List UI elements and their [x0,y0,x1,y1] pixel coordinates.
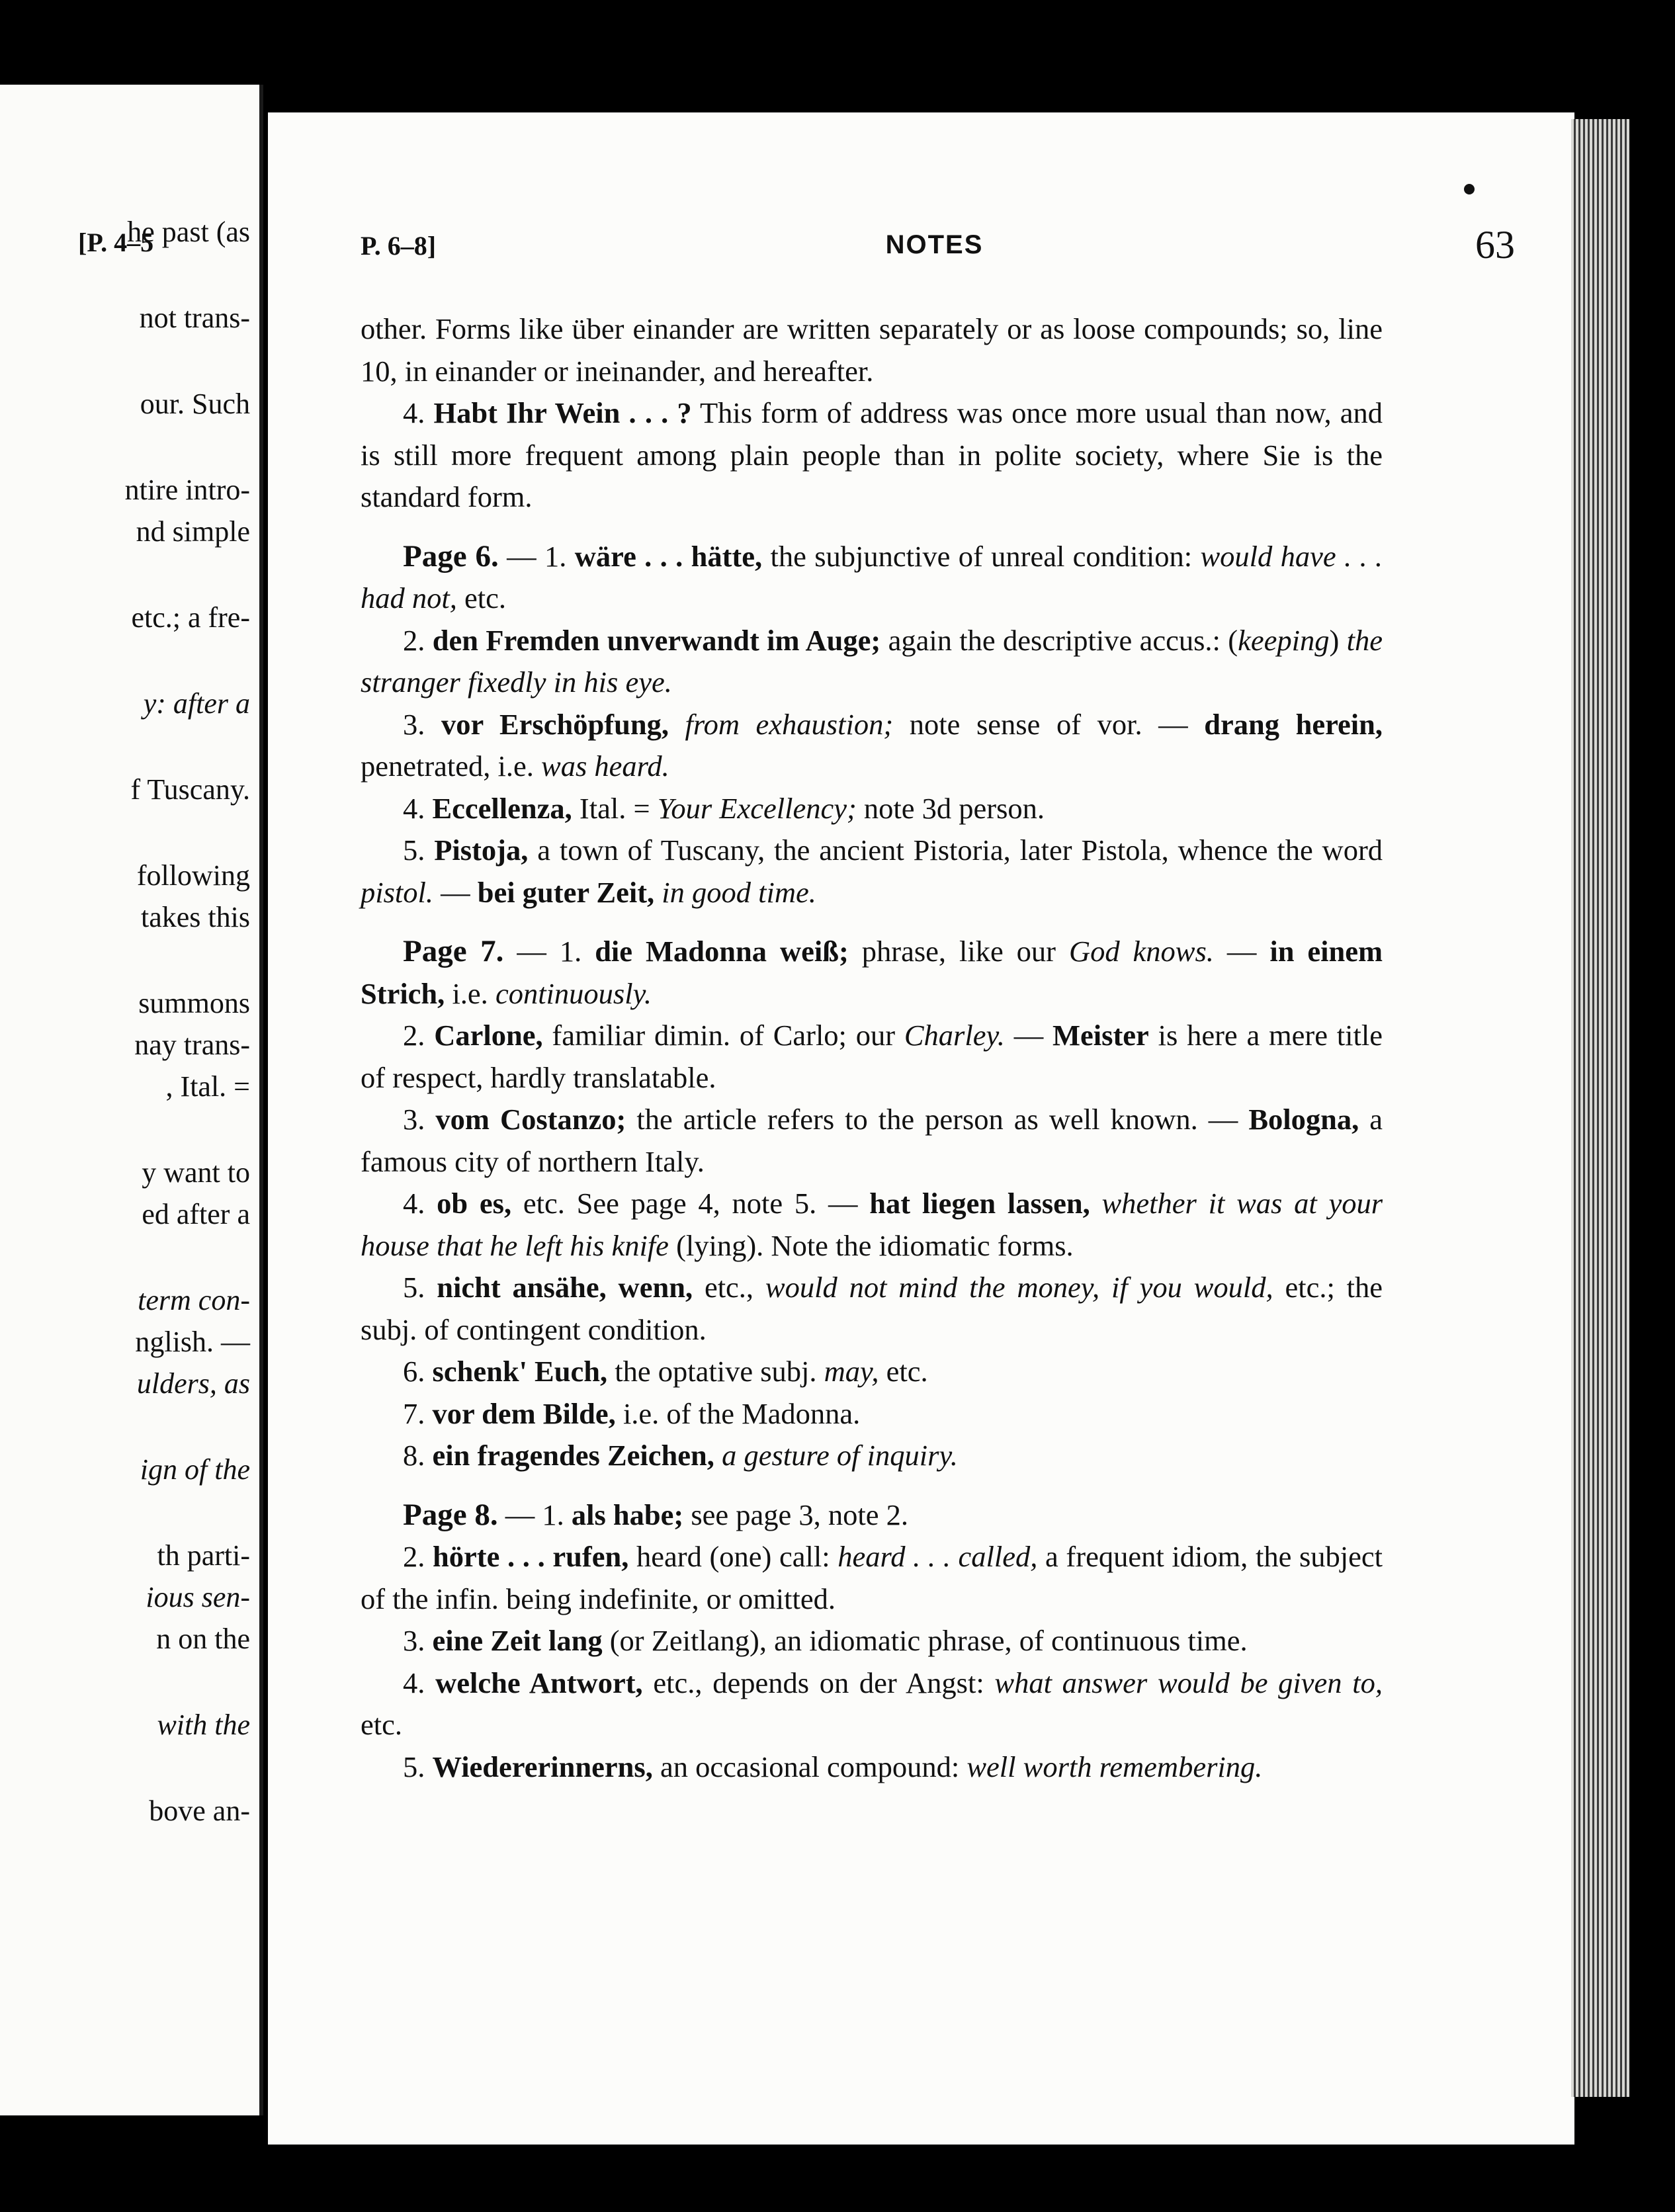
note: 2. den Fremden unverwandt im Auge; again the descriptive accus.: (keeping) the stranger fixedly in his eye. [361,623,1383,699]
left-page-header: [P. 4–5 [78,228,154,257]
left-page-line: y want to [142,1156,250,1189]
note: Page 7. — 1. die Madonna weiß; phrase, like our God knows. — in einem Strich, i.e. continuously. [361,934,1383,1010]
note: 5. Pistoja, a town of Tuscany, the ancient Pistoria, later Pistola, whence the word pistol. — bei guter Zeit, in good time. [361,833,1383,909]
left-page-line: ntire intro- [124,474,250,506]
left-page-line: y: after a [143,687,250,720]
note: Page 6. — 1. wäre . . . hätte, the subjunctive of unreal condition: would have . . . had not, etc. [361,538,1383,615]
paragraph: other. Forms like über einander are written separately or as loose compounds; so, line 10, in einander or ineinander, and hereafter. [361,312,1383,388]
left-page-line: ign of the [140,1453,250,1486]
note: 4. Habt Ihr Wein . . . ? This form of address was once more usual than now, and is still more frequent among plain people than in polite society, where Sie is the standard form. [361,396,1383,513]
note: 2. Carlone, familiar dimin. of Carlo; our Charley. — Meister is here a mere title of respect, hardly translatable. [361,1019,1383,1094]
note: 4. Eccellenza, Ital. = Your Excellency; note 3d person. [403,791,1045,825]
left-page-line: nglish. — [135,1326,250,1358]
note: 3. vor Erschöpfung, from exhaustion; note sense of vor. — drang herein, penetrated, i.e. was heard. [361,707,1383,783]
left-page-line: n on the [156,1623,250,1655]
note: 6. schenk' Euch, the optative subj. may, etc. [403,1355,928,1388]
left-page-line: nay trans- [134,1029,250,1061]
left-page-line: term con- [138,1284,250,1316]
page-heading: Page 8. [403,1497,498,1532]
left-page-line: f Tuscany. [130,773,250,806]
left-page-line: with the [157,1709,250,1741]
left-page-line: th parti- [157,1539,250,1572]
left-page-line: ed after a [142,1198,250,1230]
left-page-line: nd simple [136,515,250,548]
page-heading: Page 6. [403,538,499,574]
note: 4. ob es, etc. See page 4, note 5. — hat liegen lassen, whether it was at your house that he left his knife (lying). Note the idiomatic forms. [361,1187,1383,1262]
header-page-range: P. 6–8] [361,231,437,261]
page-edges [1571,119,1629,2097]
note: 3. eine Zeit lang (or Zeitlang), an idiomatic phrase, of continuous time. [403,1624,1248,1657]
left-page-line: he past (as [127,216,250,248]
left-page-line: ulders, as [136,1367,250,1400]
left-page-line: not trans- [139,302,250,334]
left-page-line: etc.; a fre- [131,601,250,634]
left-page-line: takes this [141,901,250,933]
left-page-line: , Ital. = [165,1070,250,1103]
notes-body [361,308,1383,1788]
note: 7. vor dem Bilde, i.e. of the Madonna. [403,1396,861,1430]
note: 5. nicht ansähe, wenn, etc., would not mind the money, if you would, etc.; the subj. of contingent condition. [361,1271,1383,1346]
ink-dot [1464,184,1475,194]
left-page-line: our. Such [140,388,250,420]
left-page-line: summons [138,987,250,1019]
right-page [268,112,1574,2145]
page-heading: Page 7. [403,934,504,968]
note: 8. ein fragendes Zeichen, a gesture of inquiry. [403,1439,958,1472]
left-page-line: following [136,859,250,892]
note: Page 8. — 1. als habe; see page 3, note 2. [403,1497,909,1532]
note: 4. welche Antwort, etc., depends on der Angst: what answer would be given to, etc. [361,1666,1383,1741]
note: 5. Wiedererinnerns, an occasional compound: well worth remembering. [403,1750,1263,1783]
left-page [0,85,263,2115]
note: 3. vom Costanzo; the article refers to the person as well known. — Bologna, a famous city of northern Italy. [361,1103,1383,1178]
page-number: 63 [1475,223,1515,267]
page-header [361,223,1515,270]
left-page-line: ious sen- [146,1581,250,1613]
left-page-line: bove an- [149,1795,250,1827]
note: 2. hörte . . . rufen, heard (one) call: heard . . . called, a frequent idiom, the subject of the infin. being indefinite, or omitted. [361,1540,1383,1615]
header-title: NOTES [885,230,984,259]
